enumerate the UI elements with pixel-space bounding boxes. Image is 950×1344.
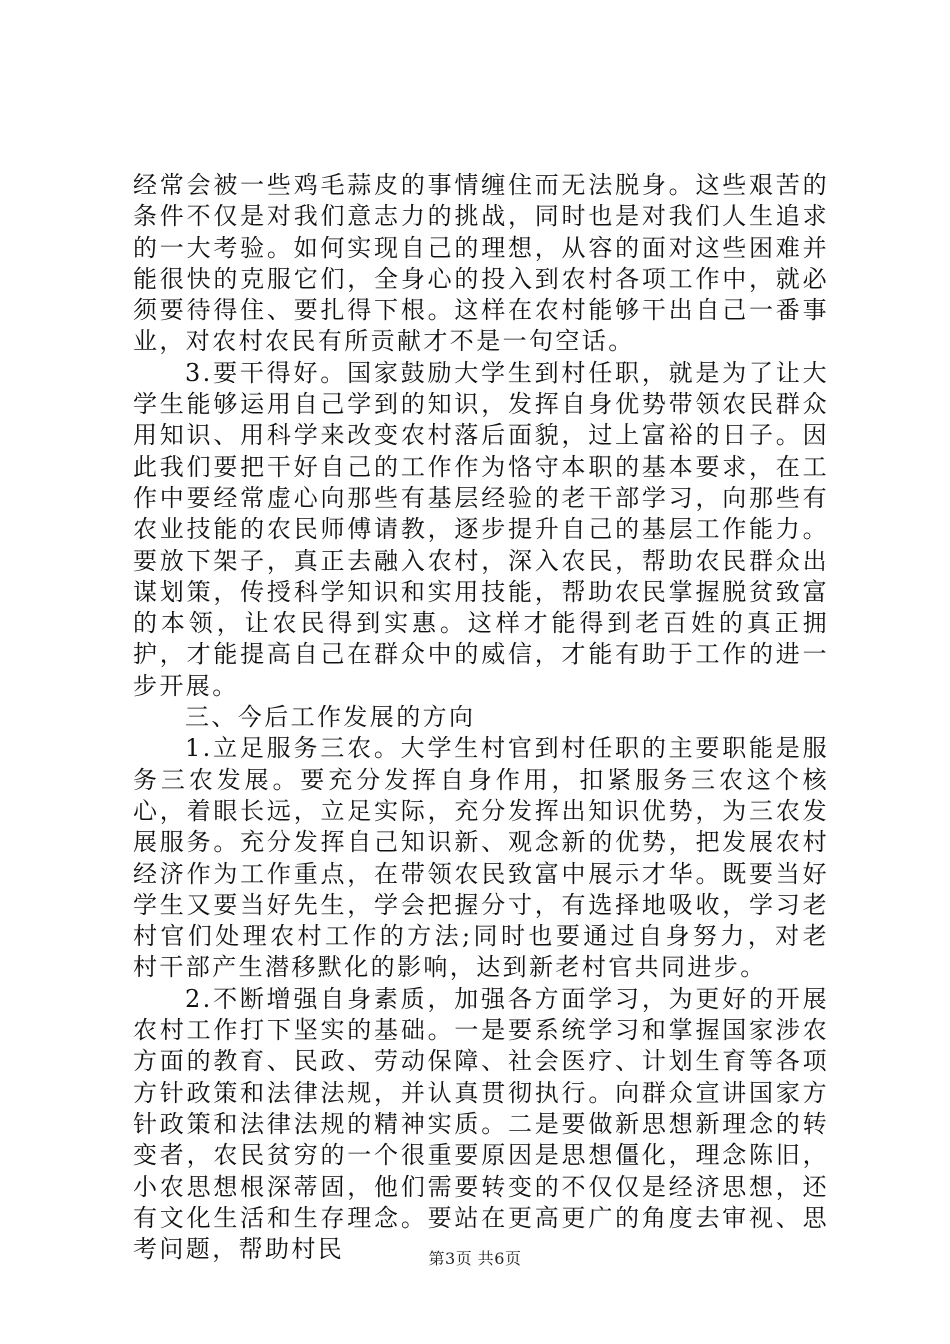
section-heading: 三、今后工作发展的方向	[185, 703, 476, 732]
paragraph-item-1: 1.立足服务三农。大学生村官到村任职的主要职能是服务三农发展。要充分发挥自身作用，扣紧服务三农这个核心，着眼长远，立足实际，充分发挥出知识优势，为三农发展服务。充分发挥自己知识新、观念新的优势，把发展农村经济作为工作重点，在带领农民致富中展示才华。既要当好学生又要当好先生，学会把握分寸，有选择地吸收，学习老村官们处理农村工作的方法;同时也要通过自身努力，对老村干部产生潜移默化的影响，达到新老村官共同进步。	[133, 734, 829, 982]
paragraph-item-3: 3.要干得好。国家鼓励大学生到村任职，就是为了让大学生能够运用自己学到的知识，发挥自身优势带领农民群众用知识、用科学来改变农村落后面貌，过上富裕的日子。因此我们要把干好自己的工作作为恪守本职的基本要求，在工作中要经常虚心向那些有基层经验的老干部学习，向那些有农业技能的农民师傅请教，逐步提升自己的基层工作能力。要放下架子，真正去融入农村，深入农民，帮助农民群众出谋划策，传授科学知识和实用技能，帮助农民掌握脱贫致富的本领，让农民得到实惠。这样才能得到老百姓的真正拥护，才能提高自己在群众中的威信，才能有助于工作的进一步开展。	[133, 358, 829, 700]
page-number-footer: 第3页 共6页	[428, 1249, 522, 1268]
body-text	[133, 170, 829, 1265]
paragraph-continuation: 经常会被一些鸡毛蒜皮的事情缠住而无法脱身。这些艰苦的条件不仅是对我们意志力的挑战，同时也是对我们人生追求的一大考验。如何实现自己的理想，从容的面对这些困难并能很快的克服它们，全身心的投入到农村各项工作中，就必须要待得住、要扎得下根。这样在农村能够干出自己一番事业，对农村农民有所贡献才不是一句空话。	[133, 171, 829, 356]
paragraph-item-2: 2.不断增强自身素质，加强各方面学习，为更好的开展农村工作打下坚实的基础。一是要系统学习和掌握国家涉农方面的教育、民政、劳动保障、社会医疗、计划生育等各项方针政策和法律法规，并认真贯彻执行。向群众宣讲国家方针政策和法律法规的精神实质。二是要做新思想新理念的转变者，农民贫穷的一个很重要原因是思想僵化，理念陈旧，小农思想根深蒂固，他们需要转变的不仅仅是经济思想，还有文化生活和生存理念。要站在更高更广的角度去审视、思考问题，帮助村民	[133, 984, 829, 1264]
